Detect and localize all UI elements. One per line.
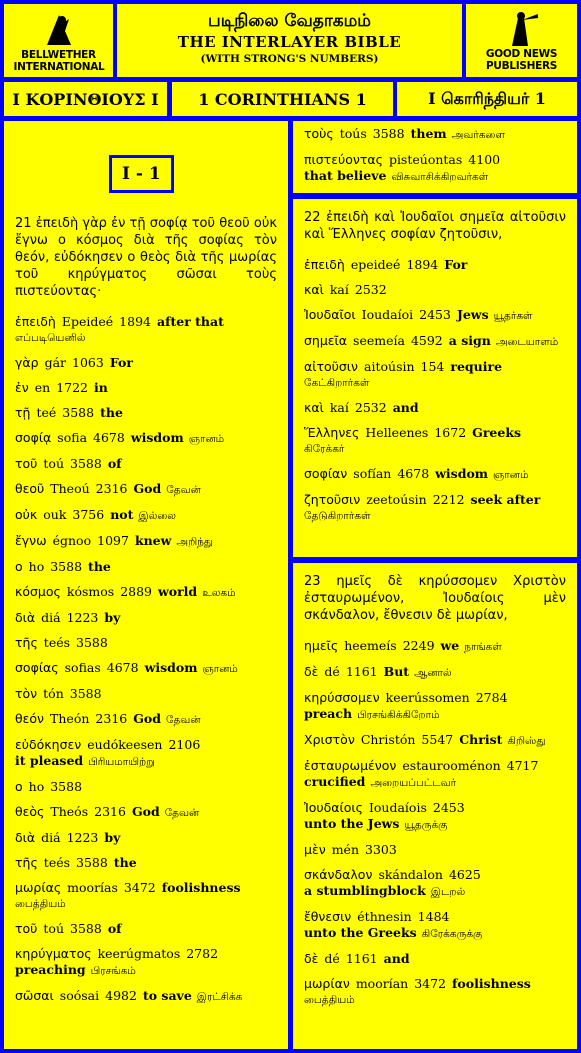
english-gloss: God xyxy=(133,711,161,726)
interlinear-entry xyxy=(15,355,277,371)
english-gloss: Jews xyxy=(456,307,489,322)
strongs-number: 3588 xyxy=(372,126,405,141)
english-gloss: and xyxy=(383,951,410,966)
transliteration: kósmos xyxy=(66,584,115,599)
english-gloss: we xyxy=(440,638,460,653)
strongs-number: 1722 xyxy=(56,380,89,395)
interlinear-entry xyxy=(15,635,277,651)
interlinear-list xyxy=(304,126,566,185)
interlinear-entry xyxy=(304,307,566,324)
tamil-gloss: இல்லை xyxy=(138,510,177,522)
strongs-number: 3588 xyxy=(76,855,108,870)
greek-word: θεοῦ xyxy=(15,481,45,496)
tamil-gloss: யூதர்கள் xyxy=(493,310,533,322)
greek-word: τοῦ xyxy=(15,921,38,936)
interlinear-entry xyxy=(304,466,566,483)
interlinear-entry xyxy=(15,737,277,770)
greek-word: ἐπειδὴ xyxy=(304,257,345,272)
tamil-gloss: பிரசங்கிக்கிறோம் xyxy=(357,709,440,721)
transliteration: pisteúontas xyxy=(388,152,463,167)
strongs-number: 3588 xyxy=(62,405,95,420)
strongs-number: 3588 xyxy=(70,456,102,471)
greek-word: καὶ xyxy=(304,282,324,297)
greek-word: διὰ xyxy=(15,610,36,625)
greek-word: μὲν xyxy=(304,842,326,857)
transliteration: Theoú xyxy=(50,481,90,496)
strongs-number: 1161 xyxy=(345,664,378,679)
transliteration: en xyxy=(34,380,51,395)
good-news-logo-text: GOOD NEWS PUBLISHERS xyxy=(485,47,558,72)
right-top-panel xyxy=(293,121,577,193)
english-gloss: them xyxy=(410,126,447,141)
transliteration: sofían xyxy=(353,466,392,481)
english-gloss: foolishness xyxy=(161,880,241,895)
interlinear-entry xyxy=(304,333,566,350)
transliteration: Ioudaíois xyxy=(368,800,427,815)
strongs-number: 4592 xyxy=(410,333,443,348)
strongs-number: 2316 xyxy=(95,481,128,496)
greek-word: σοφίαν xyxy=(304,466,348,481)
english-gloss: not xyxy=(110,507,134,522)
title-tamil: படிநிலை வேதாகமம் xyxy=(208,11,371,31)
transliteration: teés xyxy=(43,855,71,870)
greek-word: δὲ xyxy=(304,664,319,679)
transliteration: mén xyxy=(331,842,360,857)
greek-word: ἔθνεσιν xyxy=(304,909,352,924)
transliteration: diá xyxy=(41,830,61,845)
interlinear-list xyxy=(304,257,566,524)
tamil-gloss: அவர்களை xyxy=(451,129,505,141)
greek-word: Χριστὸν xyxy=(304,732,355,747)
transliteration: égnoo xyxy=(52,533,92,548)
greek-word: καὶ xyxy=(304,400,324,415)
tamil-gloss: உலகம் xyxy=(202,587,236,599)
tamil-gloss: பிரசங்கம் xyxy=(90,965,136,977)
tamil-gloss: ஆனால் xyxy=(414,667,452,679)
english-gloss: preach xyxy=(304,706,353,721)
tamil-gloss: எப்படியெனில் xyxy=(15,332,86,344)
english-gloss: by xyxy=(104,610,121,625)
interlinear-entry xyxy=(304,126,566,143)
greek-word: σκάνδαλον xyxy=(304,867,373,882)
english-gloss: a sign xyxy=(448,333,491,348)
transliteration: dé xyxy=(324,951,340,966)
transliteration: toús xyxy=(339,126,367,141)
transliteration: Ioudaíoi xyxy=(361,307,414,322)
title-block xyxy=(117,4,462,77)
strongs-number: 3588 xyxy=(50,779,83,794)
greek-word: Ἕλληνες xyxy=(304,425,360,440)
interlinear-entry xyxy=(304,638,566,655)
transliteration: Epeideé xyxy=(61,314,114,329)
interlinear-entry xyxy=(15,405,277,421)
english-gloss: Greeks xyxy=(472,425,522,440)
book-tamil-header: I கொரிந்தியர் 1 xyxy=(397,82,577,116)
strongs-number: 4982 xyxy=(105,988,137,1003)
interlinear-entry xyxy=(304,152,566,185)
english-gloss: For xyxy=(109,355,133,370)
greek-word: οὐκ xyxy=(15,507,38,522)
tamil-gloss: தேவன் xyxy=(166,714,201,726)
right-bottom-panel xyxy=(293,563,577,1049)
tamil-gloss: ஞானம் xyxy=(202,663,238,675)
interlinear-entry xyxy=(304,664,566,681)
strongs-number: 1063 xyxy=(72,355,104,370)
interlinear-entry xyxy=(304,492,566,524)
strongs-number: 4100 xyxy=(468,152,501,167)
transliteration: teé xyxy=(36,405,57,420)
interlinear-entry xyxy=(15,921,277,937)
transliteration: skándalon xyxy=(378,867,443,882)
tamil-gloss: நாங்கள் xyxy=(464,641,502,653)
strongs-number: 2532 xyxy=(354,400,387,415)
greek-word: τῆς xyxy=(15,635,38,650)
interlinear-entry xyxy=(15,380,277,396)
strongs-number: 1223 xyxy=(66,610,99,625)
book-english-header: 1 CORINTHIANS 1 xyxy=(172,82,393,116)
tamil-gloss: பிரியமாயிற்று xyxy=(88,756,155,768)
greek-word: τὸν xyxy=(15,686,38,701)
strongs-number: 4678 xyxy=(93,430,125,445)
greek-word: σημεῖα xyxy=(304,333,348,348)
transliteration: ho xyxy=(28,779,45,794)
interlinear-entry xyxy=(15,779,277,795)
transliteration: toú xyxy=(43,921,65,936)
transliteration: kaí xyxy=(329,282,349,297)
greek-word: θεὸς xyxy=(15,804,45,819)
greek-word: ἐπειδὴ xyxy=(15,314,56,329)
strongs-number: 1161 xyxy=(345,951,378,966)
strongs-number: 4625 xyxy=(448,867,481,882)
strongs-number: 4678 xyxy=(397,466,430,481)
transliteration: seemeía xyxy=(353,333,405,348)
greek-word: Ἰουδαῖοι xyxy=(304,307,356,322)
interlinear-entry xyxy=(15,988,277,1005)
transliteration: tón xyxy=(43,686,64,701)
bellwether-logo xyxy=(4,4,113,77)
greek-word: κηρύσσομεν xyxy=(304,690,380,705)
verse-21-text: 21 ἐπειδὴ γὰρ ἐν τῇ σοφίᾳ τοῦ θεοῦ οὐκ ἔγνω ο κόσμος διὰ τῆς σοφίας τὸν θεόν, εὐδόκησεν ο θεὸς διὰ τῆς μωρίας τοῦ κηρύγματος σῶσαι τοὺς πιστεύοντας· xyxy=(15,216,277,299)
tamil-gloss: தேவன் xyxy=(164,807,200,819)
transliteration: keerúgmatos xyxy=(97,946,181,961)
tamil-gloss: பைத்தியம் xyxy=(304,994,355,1006)
interlinear-entry xyxy=(15,314,277,346)
transliteration: epeideé xyxy=(350,257,401,272)
greek-word: ἐν xyxy=(15,380,29,395)
english-gloss: by xyxy=(104,830,121,845)
transliteration: eudókeesen xyxy=(87,737,163,752)
greek-word: τοὺς xyxy=(304,126,334,141)
english-gloss: after that xyxy=(156,314,224,329)
transliteration: ho xyxy=(28,559,45,574)
tamil-gloss: பைத்தியம் xyxy=(15,898,66,910)
interlinear-entry xyxy=(304,400,566,416)
interlinear-entry xyxy=(304,425,566,457)
interlinear-entry xyxy=(15,830,277,846)
english-gloss: that believe xyxy=(304,168,387,183)
greek-word: ἔγνω xyxy=(15,533,47,548)
strongs-number: 154 xyxy=(420,359,445,374)
interlinear-entry xyxy=(304,842,566,858)
greek-word: σῶσαι xyxy=(15,988,54,1003)
greek-word: μωρίαν xyxy=(304,976,350,991)
english-gloss: the xyxy=(113,855,137,870)
book-greek-header: Ι ΚΟΡΙΝΘΙΟΥΣ Ι xyxy=(4,82,167,116)
greek-word: ημεῖς xyxy=(304,638,339,653)
greek-word: διὰ xyxy=(15,830,36,845)
interlinear-entry xyxy=(304,359,566,391)
bellwether-ram-icon xyxy=(39,9,79,49)
interlinear-entry xyxy=(15,481,277,498)
interlinear-entry xyxy=(15,456,277,472)
transliteration: gár xyxy=(44,355,67,370)
interlinear-entry xyxy=(304,690,566,723)
greek-word: σοφίας xyxy=(15,660,59,675)
right-middle-panel xyxy=(293,199,577,557)
strongs-number: 1223 xyxy=(66,830,99,845)
english-gloss: wisdom xyxy=(144,660,198,675)
greek-word: ο xyxy=(15,559,23,574)
transliteration: ouk xyxy=(43,507,67,522)
strongs-number: 4717 xyxy=(506,758,539,773)
interlinear-list xyxy=(304,638,566,1008)
strongs-number: 1484 xyxy=(417,909,450,924)
strongs-number: 3303 xyxy=(365,842,397,857)
greek-word: κηρύγματος xyxy=(15,946,92,961)
interlinear-entry xyxy=(304,758,566,791)
transliteration: kaí xyxy=(329,400,349,415)
verse-23-text: 23 ημεῖς δὲ κηρύσσομεν Χριστὸν ἐσταυρωμένον, Ἰουδαίοις μὲν σκάνδαλον, ἔθνεσιν δὲ μωρίαν, xyxy=(304,574,566,623)
bellwether-logo-text: BELLWETHER INTERNATIONAL xyxy=(13,48,105,73)
english-gloss: in xyxy=(94,380,108,395)
strongs-number: 1097 xyxy=(97,533,129,548)
strongs-number: 5547 xyxy=(421,732,454,747)
greek-word: κόσμος xyxy=(15,584,61,599)
transliteration: éthnesin xyxy=(357,909,412,924)
interlinear-entry xyxy=(304,257,566,273)
interlinear-entry xyxy=(15,711,277,728)
strongs-number: 3588 xyxy=(69,686,102,701)
left-column xyxy=(4,121,288,1049)
greek-word: τοῦ xyxy=(15,456,38,471)
tamil-gloss: அடையாளம் xyxy=(495,336,559,348)
english-gloss: world xyxy=(158,584,198,599)
interlinear-entry xyxy=(304,282,566,298)
tamil-gloss: கிறிஸ்து xyxy=(507,735,546,747)
greek-word: ο xyxy=(15,779,23,794)
transliteration: sofias xyxy=(64,660,101,675)
strongs-number: 2106 xyxy=(168,737,201,752)
transliteration: moorían xyxy=(355,976,409,991)
strongs-number: 2212 xyxy=(432,492,465,507)
greek-word: γὰρ xyxy=(15,355,39,370)
transliteration: Christón xyxy=(360,732,416,747)
verse-22-text: 22 ἐπειδὴ καὶ Ἰουδαῖοι σημεῖα αἰτοῦσιν καὶ Ἕλληνες σοφίαν ζητοῦσιν, xyxy=(304,210,566,242)
transliteration: Theón xyxy=(50,711,90,726)
english-gloss: of xyxy=(107,921,122,936)
interlinear-entry xyxy=(304,976,566,1008)
title-subtitle: (WITH STRONG'S NUMBERS) xyxy=(200,53,379,65)
transliteration: dé xyxy=(324,664,340,679)
english-gloss: knew xyxy=(134,533,172,548)
greek-word: θεόν xyxy=(15,711,45,726)
strongs-number: 2249 xyxy=(402,638,435,653)
tamil-gloss: தேடுகிறார்கள் xyxy=(304,510,371,522)
strongs-number: 3472 xyxy=(414,976,447,991)
greek-word: αἰτοῦσιν xyxy=(304,359,359,374)
transliteration: zeetoúsin xyxy=(366,492,427,507)
english-gloss: crucified xyxy=(304,774,366,789)
greek-word: τῇ xyxy=(15,405,31,420)
english-gloss: God xyxy=(131,804,160,819)
interlinear-entry xyxy=(15,559,277,575)
tamil-gloss: கேட்கிறார்கள் xyxy=(304,377,370,389)
strongs-number: 1672 xyxy=(434,425,467,440)
greek-word: Ἰουδαίοις xyxy=(304,800,363,815)
greek-word: τῆς xyxy=(15,855,38,870)
transliteration: moorías xyxy=(67,880,118,895)
transliteration: toú xyxy=(43,456,65,471)
title-english: THE INTERLAYER BIBLE xyxy=(177,33,402,51)
strongs-number: 4678 xyxy=(106,660,139,675)
english-gloss: it pleased xyxy=(15,753,84,768)
strongs-number: 2532 xyxy=(354,282,387,297)
transliteration: diá xyxy=(41,610,61,625)
interlinear-entry xyxy=(304,732,566,749)
interlinear-entry xyxy=(15,946,277,979)
strongs-number: 1894 xyxy=(406,257,439,272)
english-gloss: wisdom xyxy=(435,466,489,481)
greek-word: ἐσταυρωμένον xyxy=(304,758,397,773)
english-gloss: wisdom xyxy=(130,430,184,445)
interlinear-entry xyxy=(15,430,277,447)
interlinear-entry xyxy=(15,533,277,550)
greek-word: σοφίᾳ xyxy=(15,430,52,445)
english-gloss: God xyxy=(133,481,162,496)
transliteration: soósai xyxy=(59,988,100,1003)
interlinear-entry xyxy=(15,660,277,677)
tamil-gloss: அறிந்து xyxy=(176,536,213,548)
english-gloss: unto the Jews xyxy=(304,816,400,831)
interlinear-entry xyxy=(304,800,566,833)
english-gloss: of xyxy=(107,456,122,471)
strongs-number: 2316 xyxy=(94,804,126,819)
english-gloss: the xyxy=(88,559,111,574)
strongs-number: 1894 xyxy=(119,314,151,329)
transliteration: Theós xyxy=(50,804,89,819)
english-gloss: preaching xyxy=(15,962,86,977)
greek-word: πιστεύοντας xyxy=(304,152,383,167)
interlinear-entry xyxy=(15,804,277,821)
strongs-number: 3588 xyxy=(50,559,83,574)
good-news-logo xyxy=(466,4,577,77)
greek-word: δὲ xyxy=(304,951,319,966)
interlinear-list xyxy=(15,314,277,1005)
interlinear-entry xyxy=(15,507,277,524)
english-gloss: the xyxy=(100,405,123,420)
interlinear-entry xyxy=(304,951,566,967)
tamil-gloss: கிரேக்கர் xyxy=(304,443,345,455)
english-gloss: For xyxy=(444,257,468,272)
interlinear-entry xyxy=(304,867,566,900)
english-gloss: a stumblingblock xyxy=(304,883,426,898)
transliteration: sofia xyxy=(57,430,88,445)
english-gloss: Christ xyxy=(459,732,503,747)
strongs-number: 2453 xyxy=(432,800,465,815)
interlinear-entry xyxy=(15,584,277,601)
strongs-number: 2453 xyxy=(419,307,451,322)
tamil-gloss: இரட்சிக்க xyxy=(196,991,243,1003)
interlinear-entry xyxy=(304,909,566,942)
strongs-number: 3588 xyxy=(70,921,102,936)
tamil-gloss: இடறல் xyxy=(430,886,466,898)
strongs-number: 2784 xyxy=(475,690,508,705)
tamil-gloss: கிரேக்கருக்கு xyxy=(421,928,483,940)
interlinear-entry xyxy=(15,610,277,626)
english-gloss: seek after xyxy=(470,492,541,507)
english-gloss: foolishness xyxy=(452,976,531,991)
interlinear-entry xyxy=(15,880,277,912)
greek-word: μωρίας xyxy=(15,880,62,895)
english-gloss: require xyxy=(450,359,503,374)
strongs-number: 2782 xyxy=(186,946,219,961)
tamil-gloss: யூதருக்கு xyxy=(404,819,448,831)
transliteration: Helleenes xyxy=(365,425,429,440)
transliteration: teés xyxy=(43,635,71,650)
strongs-number: 2889 xyxy=(120,584,152,599)
strongs-number: 3472 xyxy=(123,880,156,895)
interlinear-entry xyxy=(15,686,277,702)
transliteration: heemeís xyxy=(344,638,397,653)
strongs-number: 3756 xyxy=(72,507,105,522)
strongs-number: 3588 xyxy=(76,635,108,650)
english-gloss: and xyxy=(392,400,419,415)
tamil-gloss: தேவன் xyxy=(166,484,201,496)
transliteration: keerússomen xyxy=(385,690,470,705)
transliteration: estaurooménon xyxy=(402,758,501,773)
chapter-verse-ref: I - 1 xyxy=(109,155,174,193)
english-gloss: But xyxy=(383,664,410,679)
tamil-gloss: ஞானம் xyxy=(493,469,529,481)
good-news-trumpeter-icon xyxy=(502,10,542,48)
transliteration: aitoúsin xyxy=(364,359,415,374)
greek-word: εὐδόκησεν xyxy=(15,737,82,752)
tamil-gloss: விசுவாசிக்கிறவர்கள் xyxy=(391,171,489,183)
greek-word: ζητοῦσιν xyxy=(304,492,361,507)
tamil-gloss: ஞானம் xyxy=(188,433,225,445)
tamil-gloss: அறையப்பட்டவர் xyxy=(370,777,457,789)
interlinear-entry xyxy=(15,855,277,871)
strongs-number: 2316 xyxy=(95,711,128,726)
english-gloss: unto the Greeks xyxy=(304,925,417,940)
english-gloss: to save xyxy=(142,988,192,1003)
